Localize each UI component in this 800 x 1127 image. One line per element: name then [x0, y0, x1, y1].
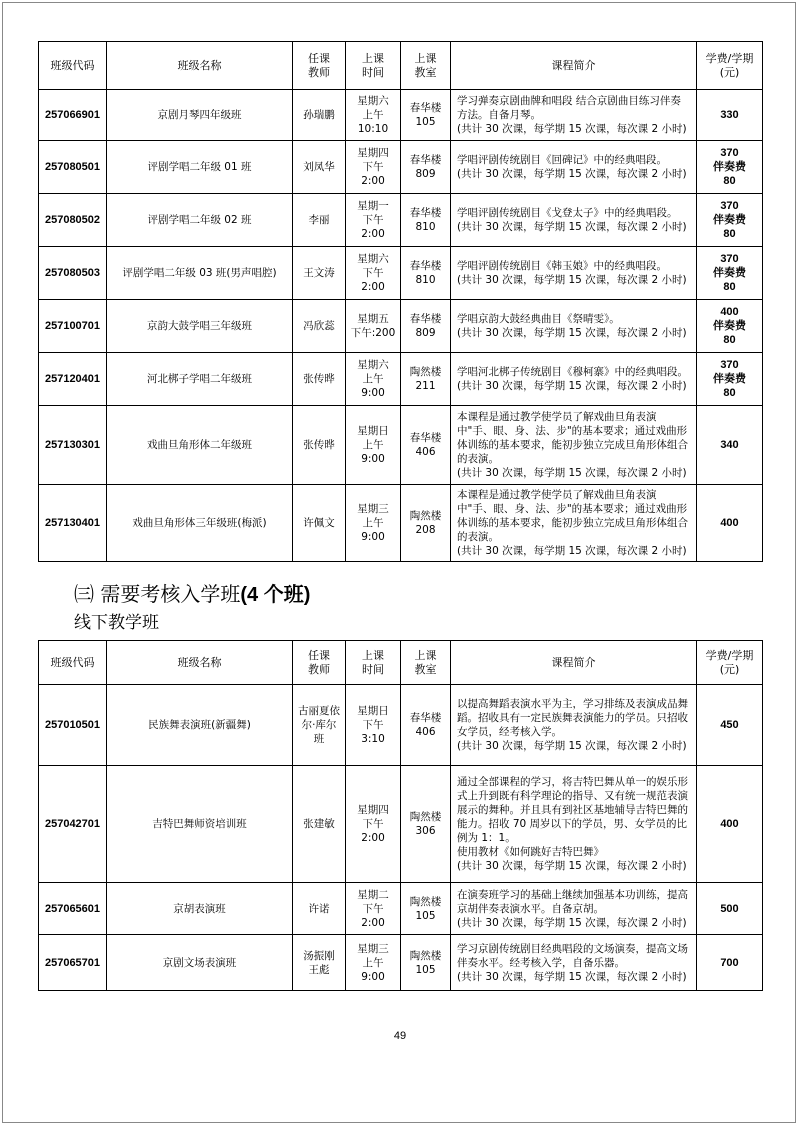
cell-line: 下午:200: [350, 327, 396, 339]
fee-cell: [697, 300, 763, 353]
class-name-cell: 评剧学唱二年级 01 班: [107, 141, 293, 194]
cell-line: 陶然楼: [409, 510, 442, 522]
cell-line: 星期三: [357, 942, 389, 955]
cell-line: 春华楼: [409, 313, 442, 325]
teacher-cell: [293, 935, 346, 991]
course-intro-cell: [451, 883, 697, 935]
cell-line: (共计 30 次课，每学期 15 次课，每次课 2 小时): [457, 916, 687, 929]
fee-cell: [697, 141, 763, 194]
class-name-cell: 京剧文场表演班: [107, 935, 293, 991]
cell-line: 810: [415, 221, 436, 233]
cell-line: 学唱评剧传统剧目《回碑记》中的经典唱段。: [457, 154, 667, 166]
header-fee: 学费/学期 (元): [697, 641, 763, 685]
teacher-cell: [293, 247, 346, 300]
cell-line: 星期六: [357, 95, 389, 107]
cell-line: 春华楼: [409, 102, 442, 114]
page-number: 49: [393, 1030, 407, 1042]
cell-line: 下午 2:00: [361, 161, 385, 187]
class-name-cell: 京剧月琴四年级班: [107, 90, 293, 141]
teacher-cell: [293, 485, 346, 562]
cell-line: 80: [723, 281, 736, 293]
class-name-cell: 民族舞表演班(新疆舞): [107, 685, 293, 766]
cell-line: 80: [723, 334, 736, 346]
table-row: [39, 300, 763, 353]
cell-line: 李丽: [308, 214, 330, 226]
cell-line: 500: [720, 902, 739, 915]
fee-cell: [697, 935, 763, 991]
fee-cell: [697, 90, 763, 141]
cell-line: 星期日: [357, 425, 389, 437]
teacher-cell: [293, 685, 346, 766]
cell-line: 上午 10:10: [357, 109, 389, 135]
class-code-cell: 257042701: [39, 766, 107, 883]
cell-line: 下午 3:10: [361, 719, 385, 745]
sub-heading: 线下教学班: [74, 613, 159, 633]
course-intro-cell: [451, 353, 697, 406]
teacher-cell: [293, 766, 346, 883]
cell-line: 王文涛: [303, 267, 335, 279]
cell-line: 在演奏班学习的基础上继续加强基本功训练，提高京胡伴奏表演水平。自备京胡。: [457, 888, 688, 915]
room-cell: [401, 485, 451, 562]
class-code-cell: 257080503: [39, 247, 107, 300]
cell-line: 陶然楼: [409, 366, 442, 378]
cell-line: 400: [720, 517, 739, 529]
table-row: [39, 141, 763, 194]
class-code-cell: 257080502: [39, 194, 107, 247]
cell-line: 通过全部课程的学习，将吉特巴舞从单一的娱乐形式上升到既有科学理论的指导、又有统一规范表演展示的舞种。并且具有到社区基地辅导吉特巴舞的能力。招收 70 周岁以下的学员，男、女学员的比例为 1：1。: [457, 776, 688, 844]
course-intro-cell: [451, 90, 697, 141]
table-row: [39, 194, 763, 247]
cell-line: 春华楼: [409, 712, 442, 724]
cell-line: 809: [415, 327, 436, 339]
cell-line: 下午 2:00: [361, 267, 385, 293]
time-cell: [346, 766, 401, 883]
cell-line: 306: [415, 825, 436, 837]
cell-line: 学习弹奏京剧曲牌和唱段 结合京剧曲目练习伴奏方法。自备月琴。: [457, 95, 681, 121]
course-intro-cell: [451, 300, 697, 353]
cell-line: 406: [415, 446, 436, 458]
cell-line: 400: [720, 306, 739, 318]
header-name: 班级名称: [107, 641, 293, 685]
class-code-cell: 257066901: [39, 90, 107, 141]
course-intro-cell: [451, 485, 697, 562]
cell-line: 张建敏: [303, 818, 335, 830]
class-name-cell: 河北梆子学唱二年级班: [107, 353, 293, 406]
cell-line: 学唱京韵大鼓经典曲目《祭晴雯》。: [457, 313, 620, 325]
cell-line: 春华楼: [409, 154, 442, 166]
table-row: [39, 685, 763, 766]
cell-line: 下午 2:00: [361, 902, 385, 929]
cell-line: (共计 30 次课，每学期 15 次课，每次课 2 小时): [457, 740, 687, 752]
cell-line: 406: [415, 726, 436, 738]
cell-line: 80: [723, 387, 736, 399]
cell-line: 上午 9:00: [361, 439, 385, 465]
cell-line: 上午 9:00: [361, 373, 385, 399]
room-cell: [401, 90, 451, 141]
cell-line: 105: [415, 963, 436, 976]
cell-line: (共计 30 次课，每学期 15 次课，每次课 2 小时): [457, 545, 687, 557]
header-code: 班级代码: [39, 42, 107, 90]
class-name-cell: 评剧学唱二年级 02 班: [107, 194, 293, 247]
room-cell: [401, 935, 451, 991]
cell-line: 许佩文: [303, 517, 335, 529]
teacher-cell: [293, 194, 346, 247]
course-intro-cell: [451, 685, 697, 766]
time-cell: [346, 141, 401, 194]
cell-line: 340: [720, 439, 739, 451]
cell-line: 伴奏费: [713, 373, 746, 385]
cell-line: 学习京剧传统剧目经典唱段的文场演奏，提高文场伴奏水平。经考核入学，自备乐器。: [457, 942, 688, 969]
room-cell: [401, 194, 451, 247]
cell-line: 809: [415, 168, 436, 180]
cell-line: 汤振刚: [303, 949, 335, 962]
table-row: [39, 247, 763, 300]
cell-line: 370: [720, 147, 739, 159]
cell-line: 许诺: [308, 902, 330, 915]
cell-line: 孙瑞鹏: [303, 109, 335, 121]
room-cell: [401, 353, 451, 406]
table-row: [39, 485, 763, 562]
table-row: [39, 883, 763, 935]
cell-line: 伴奏费: [713, 161, 746, 173]
fee-cell: [697, 766, 763, 883]
section-heading: ㈢ 需要考核入学班(4 个班): [74, 582, 311, 606]
cell-line: 冯欣蕊: [303, 320, 335, 332]
teacher-cell: [293, 300, 346, 353]
room-cell: [401, 300, 451, 353]
cell-line: 下午 2:00: [361, 214, 385, 240]
time-cell: [346, 935, 401, 991]
cell-line: 张传晔: [303, 373, 335, 385]
cell-line: 105: [415, 909, 436, 922]
teacher-cell: [293, 883, 346, 935]
cell-line: 上午 9:00: [361, 517, 385, 543]
header-code: 班级代码: [39, 641, 107, 685]
class-code-cell: 257100701: [39, 300, 107, 353]
class-code-cell: 257130401: [39, 485, 107, 562]
teacher-cell: [293, 141, 346, 194]
cell-line: 学唱评剧传统剧目《韩玉娘》中的经典唱段。: [457, 260, 667, 272]
header-time: 上课 时间: [346, 641, 401, 685]
table-row: [39, 90, 763, 141]
table-row: [39, 406, 763, 485]
course-table-1: [38, 41, 763, 562]
fee-cell: [697, 353, 763, 406]
teacher-cell: [293, 90, 346, 141]
header-room: 上课 教室: [401, 42, 451, 90]
cell-line: 王彪: [308, 963, 330, 976]
room-cell: [401, 685, 451, 766]
cell-line: 370: [720, 200, 739, 212]
fee-cell: [697, 485, 763, 562]
header-intro: 课程简介: [451, 641, 697, 685]
cell-line: 星期三: [357, 503, 389, 515]
time-cell: [346, 90, 401, 141]
header-time: 上课 时间: [346, 42, 401, 90]
class-code-cell: 257120401: [39, 353, 107, 406]
cell-line: 陶然楼: [409, 811, 442, 823]
time-cell: [346, 883, 401, 935]
cell-line: 学唱评剧传统剧目《戈登太子》中的经典唱段。: [457, 207, 678, 219]
cell-line: 伴奏费: [713, 320, 746, 332]
cell-line: 张传晔: [303, 439, 335, 451]
cell-line: (共计 30 次课，每学期 15 次课，每次课 2 小时): [457, 467, 687, 479]
table-row: [39, 353, 763, 406]
cell-line: (共计 30 次课，每学期 15 次课，每次课 2 小时): [457, 168, 687, 180]
header-room: 上课 教室: [401, 641, 451, 685]
cell-line: 星期四: [357, 147, 389, 159]
course-intro-cell: [451, 247, 697, 300]
table-header-row: [39, 42, 763, 90]
time-cell: [346, 353, 401, 406]
cell-line: 80: [723, 175, 736, 187]
room-cell: [401, 141, 451, 194]
cell-line: 春华楼: [409, 207, 442, 219]
class-name-cell: 京胡表演班: [107, 883, 293, 935]
cell-line: (共计 30 次课，每学期 15 次课，每次课 2 小时): [457, 970, 687, 983]
cell-line: 下午 2:00: [361, 818, 385, 844]
room-cell: [401, 247, 451, 300]
cell-line: 208: [415, 524, 436, 536]
table-row: [39, 935, 763, 991]
class-name-cell: 京韵大鼓学唱三年级班: [107, 300, 293, 353]
cell-line: 星期四: [357, 804, 389, 816]
time-cell: [346, 685, 401, 766]
class-name-cell: 戏曲旦角形体三年级班(梅派): [107, 485, 293, 562]
cell-line: 陶然楼: [409, 895, 442, 908]
table-row: [39, 766, 763, 883]
cell-line: 400: [720, 818, 739, 830]
class-code-cell: 257065601: [39, 883, 107, 935]
cell-line: 105: [415, 116, 436, 128]
cell-line: 以提高舞蹈表演水平为主，学习排练及表演成品舞蹈。招收具有一定民族舞表演能力的学员。只招收女学员，经考核入学。: [457, 698, 688, 738]
teacher-cell: [293, 353, 346, 406]
cell-line: 使用教材《如何跳好吉特巴舞》: [457, 846, 604, 858]
cell-line: (共计 30 次课，每学期 15 次课，每次课 2 小时): [457, 327, 687, 339]
cell-line: 星期日: [357, 705, 389, 717]
cell-line: 春华楼: [409, 432, 442, 444]
cell-line: 370: [720, 253, 739, 265]
cell-line: (共计 30 次课，每学期 15 次课，每次课 2 小时): [457, 123, 687, 135]
course-intro-cell: [451, 141, 697, 194]
cell-line: 330: [720, 109, 739, 121]
class-name-cell: 吉特巴舞师资培训班: [107, 766, 293, 883]
room-cell: [401, 766, 451, 883]
fee-cell: [697, 247, 763, 300]
time-cell: [346, 247, 401, 300]
class-name-cell: 评剧学唱二年级 03 班(男声唱腔): [107, 247, 293, 300]
header-fee: 学费/学期 (元): [697, 42, 763, 90]
time-cell: [346, 406, 401, 485]
cell-line: 班: [313, 733, 325, 745]
room-cell: [401, 406, 451, 485]
fee-cell: [697, 406, 763, 485]
cell-line: 学唱河北梆子传统剧目《穆柯寨》中的经典唱段。: [457, 366, 688, 378]
cell-line: 星期二: [357, 888, 389, 901]
cell-line: 450: [720, 719, 739, 731]
course-intro-cell: [451, 935, 697, 991]
class-name-cell: 戏曲旦角形体二年级班: [107, 406, 293, 485]
time-cell: [346, 485, 401, 562]
teacher-cell: [293, 406, 346, 485]
course-intro-cell: [451, 406, 697, 485]
cell-line: 本课程是通过教学使学员了解戏曲旦角表演中"手、眼、身、法、步"的基本要求；通过戏曲形体训练的基本要求，能初步独立完成旦角形体组合的表演。: [457, 489, 688, 543]
header-teacher: 任课 教师: [293, 641, 346, 685]
cell-line: 星期六: [357, 359, 389, 371]
header-name: 班级名称: [107, 42, 293, 90]
cell-line: 星期六: [357, 253, 389, 265]
cell-line: 星期一: [357, 200, 389, 212]
cell-line: 伴奏费: [713, 214, 746, 226]
fee-cell: [697, 194, 763, 247]
table-header-row: [39, 641, 763, 685]
cell-line: (共计 30 次课，每学期 15 次课，每次课 2 小时): [457, 221, 687, 233]
cell-line: 春华楼: [409, 260, 442, 272]
cell-line: 810: [415, 274, 436, 286]
time-cell: [346, 300, 401, 353]
time-cell: [346, 194, 401, 247]
cell-line: 星期五: [357, 313, 389, 325]
course-intro-cell: [451, 766, 697, 883]
cell-line: 211: [415, 380, 436, 392]
class-code-cell: 257130301: [39, 406, 107, 485]
class-code-cell: 257080501: [39, 141, 107, 194]
cell-line: (共计 30 次课，每学期 15 次课，每次课 2 小时): [457, 860, 687, 872]
cell-line: (共计 30 次课，每学期 15 次课，每次课 2 小时): [457, 274, 687, 286]
cell-line: 370: [720, 359, 739, 371]
cell-line: 伴奏费: [713, 267, 746, 279]
course-intro-cell: [451, 194, 697, 247]
course-table-2: [38, 640, 763, 991]
cell-line: 80: [723, 228, 736, 240]
cell-line: 刘凤华: [303, 161, 335, 173]
class-code-cell: 257065701: [39, 935, 107, 991]
cell-line: 本课程是通过教学使学员了解戏曲旦角表演中"手、眼、身、法、步"的基本要求；通过戏曲形体训练的基本要求，能初步独立完成旦角形体组合的表演。: [457, 411, 688, 465]
header-teacher: 任课 教师: [293, 42, 346, 90]
cell-line: 上午 9:00: [361, 956, 385, 983]
cell-line: 陶然楼: [409, 949, 442, 962]
cell-line: 尔·库尔: [301, 719, 337, 731]
fee-cell: [697, 883, 763, 935]
fee-cell: [697, 685, 763, 766]
cell-line: 700: [720, 956, 739, 969]
class-code-cell: 257010501: [39, 685, 107, 766]
room-cell: [401, 883, 451, 935]
header-intro: 课程简介: [451, 42, 697, 90]
cell-line: 古丽夏依: [298, 705, 340, 717]
cell-line: (共计 30 次课，每学期 15 次课，每次课 2 小时): [457, 380, 687, 392]
